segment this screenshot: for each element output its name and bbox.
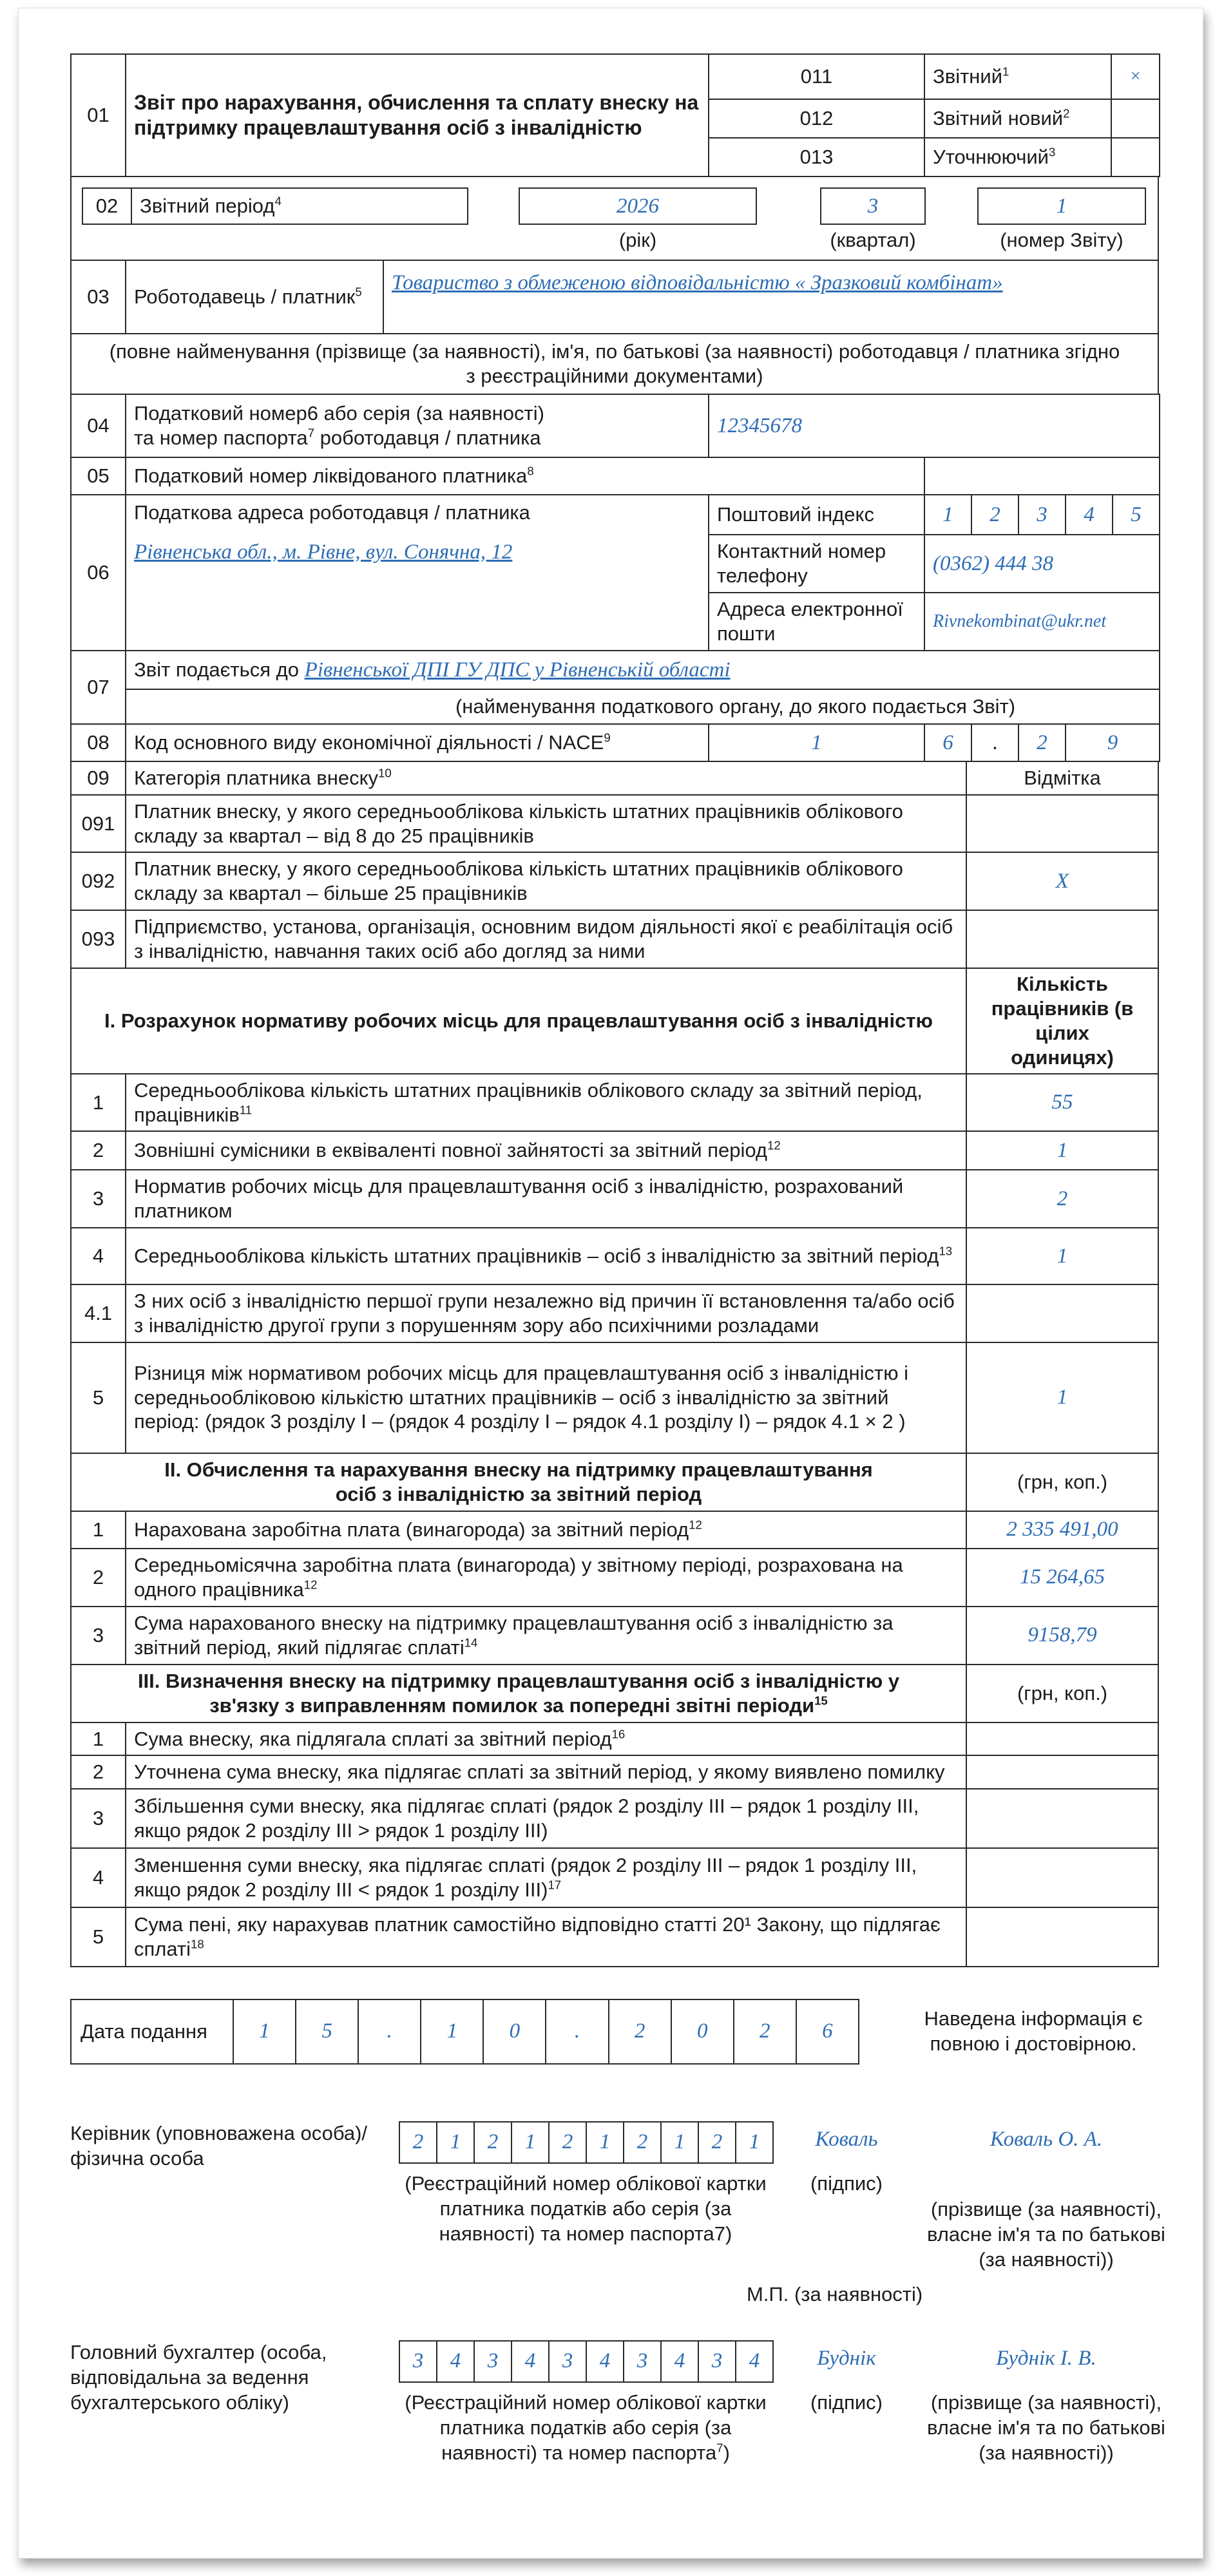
accountant-id-digits: [399, 2340, 774, 2383]
postal-digit-3[interactable]: 3: [1018, 495, 1066, 535]
period-label: Звітний період$^4$: [140, 194, 282, 217]
s3-row5-code: 5: [71, 1907, 126, 1967]
section2-title: ІІ. Обчислення та нарахування внеску на підтримку працевлаштування осіб з інвалідністю за звітний період: [71, 1453, 966, 1511]
year-field[interactable]: 2026: [519, 187, 757, 225]
accountant-id-digit-1[interactable]: 3: [399, 2341, 437, 2382]
s3-row5-label: Сума пені, яку нарахував платник самостійно відповідно статті 20¹ Закону, що підлягає сплаті$^{18}$: [126, 1907, 966, 1967]
period-label-box: [82, 187, 468, 225]
s2-row1-value[interactable]: 2 335 491,00: [966, 1511, 1158, 1549]
s1-row5-value[interactable]: 1: [966, 1342, 1158, 1453]
address-value[interactable]: Рівненська обл., м. Рівне, вул. Сонячна, 12: [134, 540, 513, 564]
director-id-digit-6[interactable]: 1: [586, 2122, 624, 2163]
director-id-digit-8[interactable]: 1: [661, 2122, 698, 2163]
code-092: 092: [71, 852, 126, 910]
report-title: Звіт про нарахування, обчислення та сплату внеску на підтримку працевлаштування осіб з інвалідністю: [126, 54, 709, 177]
s3-row1-label: Сума внеску, яка підлягала сплаті за звітний період$^{16}$: [126, 1722, 966, 1756]
section1-title: І. Розрахунок нормативу робочих місць для працевлаштування осіб з інвалідністю: [71, 968, 966, 1074]
email-value[interactable]: Rivnekombinat@ukr.net: [924, 593, 1160, 651]
director-name[interactable]: Коваль О. А.: [990, 2128, 1103, 2151]
director-id-digits: [399, 2121, 774, 2164]
nace-digit-4[interactable]: 9: [1066, 724, 1160, 761]
submission-block: [70, 1999, 1159, 2070]
nace-label: Код основного виду економічної діяльності / NACE$^9$: [126, 724, 709, 761]
date-sep-2: .: [546, 1999, 608, 2064]
director-name-caption: (прізвище (за наявності), власне ім'я та по батькові (за наявності)): [927, 2198, 1165, 2271]
accountant-block: [70, 2340, 1165, 2533]
s1-row3-value[interactable]: 2: [966, 1170, 1158, 1228]
s1-row41-code: 4.1: [71, 1284, 126, 1342]
s2-row1-label: Нарахована заробітна плата (винагорода) за звітний період$^{12}$: [126, 1511, 966, 1549]
s1-row4-label: Середньооблікова кількість штатних працівників – осіб з інвалідністю за звітний період$^{13}$: [126, 1228, 966, 1284]
s2-row3-value[interactable]: 9158,79: [966, 1607, 1158, 1665]
s2-row3-label: Сума нарахованого внеску на підтримку працевлаштування осіб з інвалідністю за звітний період, який підлягає сплаті$^{14}$: [126, 1607, 966, 1665]
director-id-caption: (Реєстраційний номер облікової картки платника податків або серія (за наявності) та номер паспорта7): [405, 2172, 767, 2245]
accountant-id-digit-10[interactable]: 4: [736, 2341, 773, 2382]
category-093-mark[interactable]: [966, 910, 1158, 968]
category-093-label: Підприємство, установа, організація, основним видом діяльності якої є реабілітація осіб з інвалідністю, навчання таких осіб або догляд за ними: [126, 910, 966, 968]
liquidated-label: Податковий номер ліквідованого платника$^8$: [126, 457, 924, 495]
s1-row5-label: Різниця між нормативом робочих місць для працевлаштування осіб з інвалідністю і середньообліковою кількістю штатних працівників – осіб з інвалідністю за звітний період: (рядок 3 розділу І – (рядок 4 розділу І – рядок 4.1 розділу І) – рядок 4.1 × 2 ): [126, 1342, 966, 1453]
date-sep-1: .: [358, 1999, 421, 2064]
type-label-011: Звітний$^1$: [924, 54, 1111, 99]
accountant-name[interactable]: Буднік І. В.: [996, 2347, 1096, 2370]
code-09: 09: [71, 761, 126, 795]
type-code-011: 011: [709, 54, 924, 99]
accountant-role: Головний бухгалтер (особа, відповідальна за ведення бухгалтерського обліку): [70, 2341, 327, 2414]
type-code-012: 012: [709, 99, 924, 138]
s3-row5-value[interactable]: [966, 1907, 1158, 1967]
s1-row3-code: 3: [71, 1170, 126, 1228]
s2-row2-label: Середньомісячна заробітна плата (винагорода) у звітному періоді, розрахована на одного працівника$^{12}$: [126, 1549, 966, 1607]
postal-label: Поштовий індекс: [709, 495, 924, 535]
type-code-013: 013: [709, 138, 924, 177]
director-id-digit-10[interactable]: 1: [736, 2122, 773, 2163]
director-signature[interactable]: Коваль: [815, 2128, 878, 2151]
s1-row3-label: Норматив робочих місць для працевлаштування осіб з інвалідністю, розрахований платником: [126, 1170, 966, 1228]
s2-row2-value[interactable]: 15 264,65: [966, 1549, 1158, 1607]
s1-row4-code: 4: [71, 1228, 126, 1284]
accountant-id-digit-4[interactable]: 4: [512, 2341, 549, 2382]
director-id-digit-3[interactable]: 2: [474, 2122, 512, 2163]
liquidated-value[interactable]: [924, 457, 1160, 495]
s1-row1-label: Середньооблікова кількість штатних працівників облікового складу за звітний період, працівників$^{11}$: [126, 1074, 966, 1132]
accountant-signature[interactable]: Буднік: [817, 2347, 876, 2370]
s2-row2-code: 2: [71, 1549, 126, 1607]
s2-row1-code: 1: [71, 1511, 126, 1549]
tax-number-value[interactable]: 12345678: [709, 394, 1160, 457]
s3-row3-label: Збільшення суми внеску, яка підлягає сплаті (рядок 2 розділу ІІІ – рядок 1 розділу ІІІ, якщо рядок 2 розділу ІІІ > рядок 1 розділу ІІІ): [126, 1789, 966, 1848]
report-page: [18, 8, 1203, 2559]
s1-row4-value[interactable]: 1: [966, 1228, 1158, 1284]
accountant-signature-caption: (підпис): [810, 2391, 883, 2414]
tax-number-label: Податковий номер6 або серія (за наявності) та номер паспорта$^7$ роботодавця / платника: [126, 394, 709, 457]
submission-date-label: Дата подання: [71, 1999, 233, 2064]
section3-title: ІІІ. Визначення внеску на підтримку працевлаштування осіб з інвалідністю у зв'язку з виправленням помилок за попередні звітні періоди$^{15}$: [71, 1665, 966, 1722]
quarter-caption: (квартал): [830, 229, 916, 251]
category-091-mark[interactable]: [966, 795, 1158, 853]
report-number-caption: (номер Звіту): [1000, 229, 1124, 251]
email-label: Адреса електронної пошти: [709, 593, 924, 651]
director-id-digit-5[interactable]: 2: [549, 2122, 586, 2163]
s3-row1-code: 1: [71, 1722, 126, 1756]
s3-row1-value[interactable]: [966, 1722, 1158, 1756]
code-01: 01: [71, 54, 126, 177]
date-digit-1[interactable]: 1: [233, 1999, 296, 2064]
director-id-digit-2[interactable]: 1: [437, 2122, 474, 2163]
year-caption: (рік): [618, 229, 657, 251]
nace-digit-1[interactable]: 1: [709, 724, 924, 761]
type-label-012: Звітний новий$^2$: [924, 99, 1111, 138]
s1-row41-value[interactable]: [966, 1284, 1158, 1342]
date-digit-7[interactable]: 2: [734, 1999, 796, 2064]
employer-block: [70, 260, 1159, 395]
report-type-block: [70, 53, 1160, 177]
code-02: 02: [83, 189, 132, 224]
s3-row3-value[interactable]: [966, 1789, 1158, 1848]
type-mark-011[interactable]: ×: [1111, 54, 1160, 99]
employer-note: (повне найменування (прізвище (за наявності), ім'я, по батькові (за наявності) роботодавця / платника згідно з реєстраційними документами): [71, 334, 1158, 394]
report-form: [70, 53, 1159, 1967]
code-05: 05: [71, 457, 126, 495]
accountant-id-caption: (Реєстраційний номер облікової картки платника податків або серія (за наявності) та номер паспорта$^7$): [405, 2391, 767, 2464]
code-04: 04: [71, 394, 126, 457]
s3-row2-code: 2: [71, 1755, 126, 1789]
director-signature-caption: (підпис): [810, 2172, 883, 2195]
director-id-digit-9[interactable]: 2: [698, 2122, 736, 2163]
code-06: 06: [71, 495, 126, 651]
section1-col-header: Кількість працівників (в цілих одиницях): [966, 968, 1158, 1074]
director-id-digit-1[interactable]: 2: [399, 2122, 437, 2163]
category-092-label: Платник внеску, у якого середньооблікова кількість штатних працівників облікового складу за квартал – більше 25 працівників: [126, 852, 966, 910]
address-label: Податкова адреса роботодавця / платника: [134, 501, 530, 524]
accountant-id-digit-6[interactable]: 4: [586, 2341, 624, 2382]
s2-row3-code: 3: [71, 1607, 126, 1665]
accuracy-statement: Наведена інформація є повною і достовірною.: [924, 2007, 1143, 2055]
code-08: 08: [71, 724, 126, 761]
nace-digit-2[interactable]: 6: [924, 724, 971, 761]
sections-block: [70, 761, 1159, 1967]
code-091: 091: [71, 795, 126, 853]
tax-office-line: Звіт подається до Рівненської ДПІ ГУ ДПС у Рівненській області: [126, 651, 1160, 689]
section2-col-header: (грн, коп.): [966, 1453, 1158, 1511]
employer-label: Роботодавець / платник$^5$: [126, 260, 383, 334]
s1-row2-label: Зовнішні сумісники в еквіваленті повної зайнятості за звітний період$^{12}$: [126, 1131, 966, 1170]
report-number-field[interactable]: 1: [977, 187, 1146, 225]
stamp-note: М.П. (за наявності): [747, 2283, 923, 2305]
nace-dot: .: [971, 724, 1018, 761]
postal-digit-2[interactable]: 2: [971, 495, 1018, 535]
category-mark-header: Відмітка: [966, 761, 1158, 795]
code-07: 07: [71, 651, 126, 724]
s1-row2-value[interactable]: 1: [966, 1131, 1158, 1170]
s3-row4-value[interactable]: [966, 1848, 1158, 1907]
date-digit-6[interactable]: 0: [671, 1999, 734, 2064]
s1-row2-code: 2: [71, 1131, 126, 1170]
accountant-id-digit-8[interactable]: 4: [661, 2341, 698, 2382]
date-digit-3[interactable]: 1: [421, 1999, 483, 2064]
date-digit-4[interactable]: 0: [483, 1999, 546, 2064]
s3-row3-code: 3: [71, 1789, 126, 1848]
category-091-label: Платник внеску, у якого середньооблікова кількість штатних працівників облікового складу за квартал – від 8 до 25 працівників: [126, 795, 966, 853]
period-block: [70, 177, 1159, 261]
code-03: 03: [71, 260, 126, 334]
accountant-id-digit-2[interactable]: 4: [437, 2341, 474, 2382]
date-digit-5[interactable]: 2: [609, 1999, 671, 2064]
postal-digit-4[interactable]: 4: [1066, 495, 1113, 535]
accountant-id-digit-5[interactable]: 3: [549, 2341, 586, 2382]
stamp-block: [70, 2282, 1159, 2308]
director-id-digit-7[interactable]: 2: [624, 2122, 661, 2163]
section3-col-header: (грн, коп.): [966, 1665, 1158, 1722]
s1-row1-code: 1: [71, 1074, 126, 1132]
quarter-field[interactable]: 3: [820, 187, 926, 225]
address-cell: [126, 495, 709, 651]
accountant-id-digit-9[interactable]: 3: [698, 2341, 736, 2382]
postal-digit-1[interactable]: 1: [924, 495, 971, 535]
s1-row41-label: З них осіб з інвалідністю першої групи незалежно від причин її встановлення та/або осіб з інвалідністю другої групи з порушенням зору або психічними розладами: [126, 1284, 966, 1342]
postal-digit-5[interactable]: 5: [1113, 495, 1160, 535]
director-id-digit-4[interactable]: 1: [512, 2122, 549, 2163]
employer-name[interactable]: Товариство з обмеженою відповідальністю « Зразковий комбінат»: [383, 260, 1158, 334]
director-block: [70, 2121, 1165, 2302]
category-092-mark[interactable]: X: [966, 852, 1158, 910]
code-093: 093: [71, 910, 126, 968]
s3-row2-value[interactable]: [966, 1755, 1158, 1789]
s3-row4-code: 4: [71, 1848, 126, 1907]
category-label: Категорія платника внеску$^{10}$: [126, 761, 966, 795]
date-digit-2[interactable]: 5: [296, 1999, 358, 2064]
type-mark-012[interactable]: [1111, 99, 1160, 138]
identification-block: [70, 394, 1160, 762]
phone-value[interactable]: (0362) 444 38: [924, 535, 1160, 593]
phone-label: Контактний номер телефону: [709, 535, 924, 593]
s3-row2-label: Уточнена сума внеску, яка підлягає сплаті за звітний період, у якому виявлено помилку: [126, 1755, 966, 1789]
s1-row5-code: 5: [71, 1342, 126, 1453]
accountant-name-caption: (прізвище (за наявності), власне ім'я та по батькові (за наявності)): [927, 2391, 1165, 2464]
director-role: Керівник (уповноважена особа)/ фізична особа: [70, 2122, 368, 2170]
submission-date-table: [70, 1999, 859, 2065]
date-digit-8[interactable]: 6: [796, 1999, 859, 2064]
s3-row4-label: Зменшення суми внеску, яка підлягає сплаті (рядок 2 розділу ІІІ – рядок 1 розділу ІІІ, якщо рядок 2 розділу ІІІ < рядок 1 розділу ІІІ)$^{17}$: [126, 1848, 966, 1907]
accountant-id-digit-3[interactable]: 3: [474, 2341, 512, 2382]
accountant-id-digit-7[interactable]: 3: [624, 2341, 661, 2382]
nace-digit-3[interactable]: 2: [1018, 724, 1066, 761]
tax-office-value[interactable]: Рівненської ДПІ ГУ ДПС у Рівненській області: [304, 658, 731, 682]
type-label-013: Уточнюючий$^3$: [924, 138, 1111, 177]
s1-row1-value[interactable]: 55: [966, 1074, 1158, 1132]
type-mark-013[interactable]: [1111, 138, 1160, 177]
tax-office-note: (найменування податкового органу, до якого подається Звіт): [126, 689, 1160, 724]
